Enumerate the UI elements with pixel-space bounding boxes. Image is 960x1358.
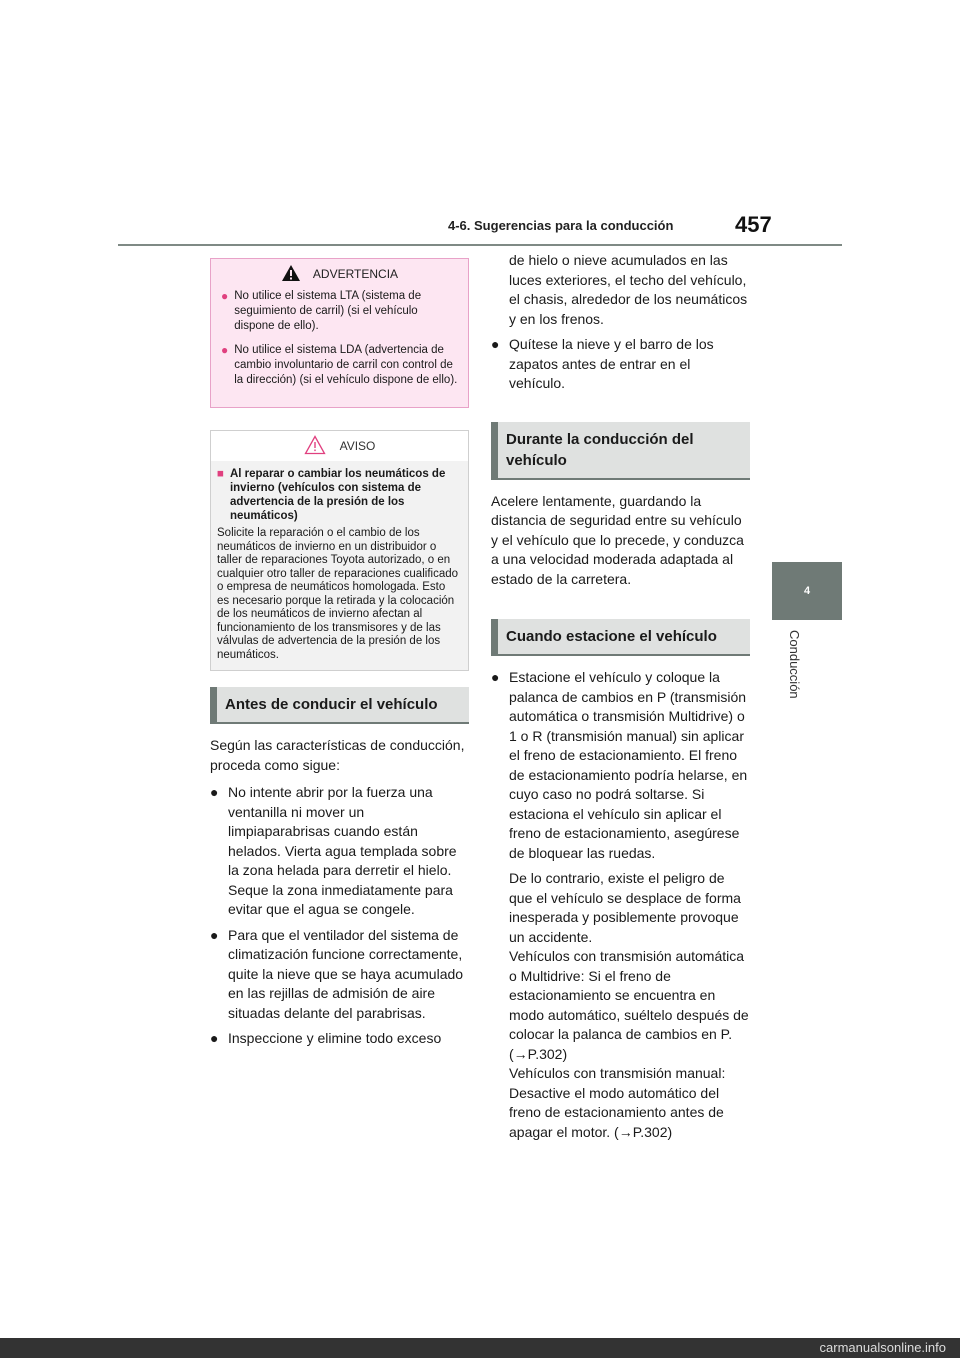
warning-triangle-icon — [281, 264, 301, 285]
watermark-bar — [0, 1338, 960, 1358]
warning-item-text: No utilice el sistema LDA (advertencia de cambio involuntario de carril con control de la dirección) (si el vehículo dispone de ello). — [234, 344, 458, 386]
list-item — [210, 1029, 469, 1049]
list-item-text: Inspeccione y elimine todo exceso — [228, 1030, 442, 1046]
page-number: 457 — [735, 212, 772, 237]
heading-while-driving: Durante la conducción del vehículo — [491, 422, 750, 480]
list-item-continuation: de hielo o nieve acumulados en las luces exteriores, el techo del vehículo, el chasis, alrededor de los neumáticos y en los frenos. — [509, 252, 748, 327]
square-bullet-icon: ■ — [217, 468, 224, 480]
left-column — [210, 258, 469, 1055]
notice-subheading — [211, 461, 468, 527]
warning-item — [211, 289, 468, 334]
bullet-dot-icon: ● — [221, 343, 229, 357]
bullet-dot-icon: ● — [210, 1030, 219, 1046]
parking-paragraph: Vehículos con transmisión automática o Multidrive: Si el freno de estacionamiento se encuentra en modo automático, suéltelo después de colocar la palanca de cambios en P. (→P.302) — [509, 948, 749, 1062]
spacer — [491, 656, 750, 668]
notice-subheading-text: Al reparar o cambiar los neumáticos de invierno (vehículos con sistema de advertencia de la presión de los neumáticos) — [229, 468, 446, 522]
chapter-tab[interactable]: 4 — [772, 562, 842, 620]
heading-before-driving: Antes de conducir el vehículo — [210, 687, 469, 724]
bullet-dot-icon: ● — [210, 926, 219, 943]
list-item-text: Para que el ventilador del sistema de climatización funcione correctamente, quite la nieve que se haya acumulado en las rejillas de admisión de aire situadas delante del parabrisas. — [228, 926, 464, 1021]
parking-paragraph: De lo contrario, existe el peligro de que el vehículo se desplace de forma inesperada y posiblemente provoque un accidente. — [509, 870, 741, 945]
before-driving-intro: Según las características de conducción, proceda como sigue: — [210, 737, 465, 773]
watermark-text: carmanualsonline.info — [819, 1340, 946, 1355]
list-item-text: No intente abrir por la fuerza una ventanilla ni mover un limpiaparabrisas cuando están helados. Vierta agua templada sobre la zona helada para derretir el hielo. Seque la zona inmediatamente para evitar que el agua se congele. — [228, 784, 457, 917]
list-item — [491, 668, 750, 863]
section-title: 4-6. Sugerencias para la conducción — [448, 218, 674, 233]
heading-parking: Cuando estacione el vehículo — [491, 619, 750, 656]
bullet-dot-icon: ● — [491, 669, 500, 685]
notice-box — [210, 430, 469, 671]
list-item — [210, 926, 469, 1024]
notice-heading: AVISO — [339, 439, 376, 453]
bullet-dot-icon: ● — [210, 784, 219, 800]
notice-header — [211, 431, 468, 461]
chapter-label: Conducción — [787, 630, 802, 699]
parking-paragraph: Vehículos con transmisión manual: Desactive el modo automático del freno de estacionamiento antes de apagar el motor. (→P.302) — [509, 1065, 726, 1140]
spacer — [491, 597, 750, 619]
list-item-text: Quítese la nieve y el barro de los zapatos antes de entrar en el vehículo. — [509, 336, 714, 391]
spacer — [491, 400, 750, 422]
warning-header — [211, 259, 468, 289]
list-item — [210, 783, 469, 920]
while-driving-text: Acelere lentamente, guardando la distancia de seguridad entre su vehículo y el vehículo que lo precede, y conduzca a una velocidad moderada adaptada al estado de la carretera. — [491, 492, 744, 587]
warning-item-text: No utilice el sistema LTA (sistema de seguimiento de carril) (si el vehículo dispone de ello). — [234, 290, 422, 332]
bullet-dot-icon: ● — [491, 336, 500, 352]
list-item-text: Estacione el vehículo y coloque la palanca de cambios en P (transmisión automática o transmisión Multidrive) o 1 o R (transmisión manual) sin aplicar el freno de estacionamiento. El freno de estacionamiento podría helarse, en cuyo caso no podrá soltarse. Si estaciona el vehículo sin aplicar el freno de estacionamiento, asegúrese de bloquear las ruedas. — [509, 669, 748, 861]
warning-heading: ADVERTENCIA — [312, 267, 399, 281]
warning-item — [211, 343, 468, 388]
bullet-dot-icon: ● — [221, 289, 229, 303]
caution-triangle-icon — [304, 435, 326, 458]
right-column — [491, 251, 750, 1148]
warning-box — [210, 258, 469, 408]
header-divider — [118, 244, 842, 246]
notice-body: Solicite la reparación o el cambio de los neumáticos de invierno en un distribuidor o taller de reparaciones Toyota autorizado, o en cualquier otro taller de reparaciones cualificado o empresa de neumáticos homologada. Esto es necesario porque la retirada y la colocación de los neumáticos de invierno afectan al funcionamiento de los transmisores y de las válvulas de advertencia de la presión de los neumáticos. — [217, 527, 459, 661]
list-item — [491, 335, 750, 394]
